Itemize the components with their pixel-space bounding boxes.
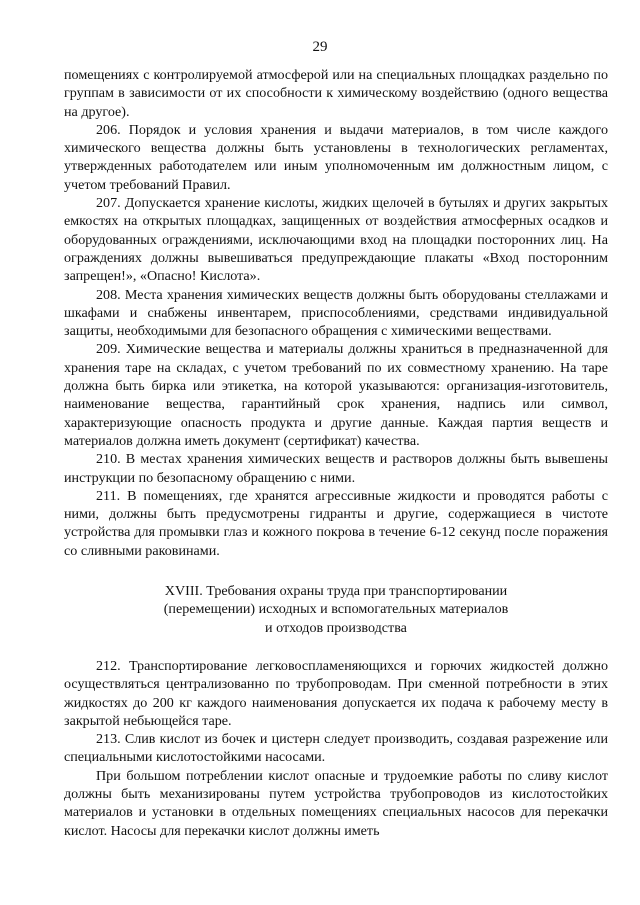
page-number: 29	[312, 39, 328, 55]
paragraph-213-continued: При большом потреблении кислот опасные и трудоемкие работы по сливу кислот должны быть механизированы путем устройства трубопроводов из кислотостойких материалов и установки в отдельных помещениях специальных насосов для перекачки кислот. Насосы для перекачки кислот должны иметь	[64, 767, 608, 839]
paragraph-207: 207. Допускается хранение кислоты, жидких щелочей в бутылях и других закрытых емкостях на открытых площадках, защищенных от воздействия атмосферных осадков и оборудованных ограждениями, исключающими вход на площадки посторонних лиц. На ограждениях должны вывешиваться предупреждающие плакаты «Вход посторонним запрещен!», «Опасно! Кислота».	[64, 195, 608, 285]
paragraph-206: 206. Порядок и условия хранения и выдачи материалов, в том числе каждого химического вещества должны быть установлены в технологических регламентах, утвержденных работодателем или иным уполномоченным им должностным лицом, с учетом требований Правил.	[64, 121, 608, 193]
paragraph-210: 210. В местах хранения химических веществ и растворов должны быть вывешены инструкции по безопасному обращению с ними.	[64, 451, 608, 486]
section-heading-line: и отходов производства	[265, 619, 407, 636]
section-heading-line: XVIII. Требования охраны труда при транспортировании	[164, 583, 508, 600]
paragraph-208: 208. Места хранения химических веществ должны быть оборудованы стеллажами и шкафами и снабжены инвентарем, приспособлениями, средствами индивидуальной защиты, необходимыми для безопасного обращения с химическими веществами.	[64, 286, 608, 340]
paragraph-continuation: помещениях с контролируемой атмосферой или на специальных площадках раздельно по группам в зависимости от их способности к химическому воздействию (одного вещества на другое).	[64, 67, 608, 120]
paragraph-213: 213. Слив кислот из бочек и цистерн следует производить, создавая разрежение или специальными кислотостойкими насосами.	[64, 731, 608, 766]
paragraph-211: 211. В помещениях, где хранятся агрессивные жидкости и проводятся работы с ними, должны быть предусмотрены гидранты и другие, содержащиеся в чистоте устройства для промывки глаз и кожного покрова в течение 6-12 секунд после поражения со сливными раковинами.	[64, 487, 608, 559]
paragraph-209: 209. Химические вещества и материалы должны храниться в предназначенной для хранения таре на складах, с учетом требований по их совместному хранению. На таре должна быть бирка или этикетка, на которой указываются: организация-изготовитель, наименование вещества, гарантийный срок хранения, надпись или символ, характеризующие опасность продукта и другие данные. Каждая партия веществ и материалов должна иметь документ (сертификат) качества.	[64, 341, 608, 449]
paragraph-212: 212. Транспортирование легковоспламеняющихся и горючих жидкостей должно осуществляться централизованно по трубопроводам. При сменной потребности в этих жидкостях до 200 кг каждого наименования допускается их подача к рабочему месту в закрытой небьющейся таре.	[64, 657, 608, 729]
section-heading-line: (перемещении) исходных и вспомогательных материалов	[163, 601, 509, 618]
section-heading	[64, 582, 608, 637]
